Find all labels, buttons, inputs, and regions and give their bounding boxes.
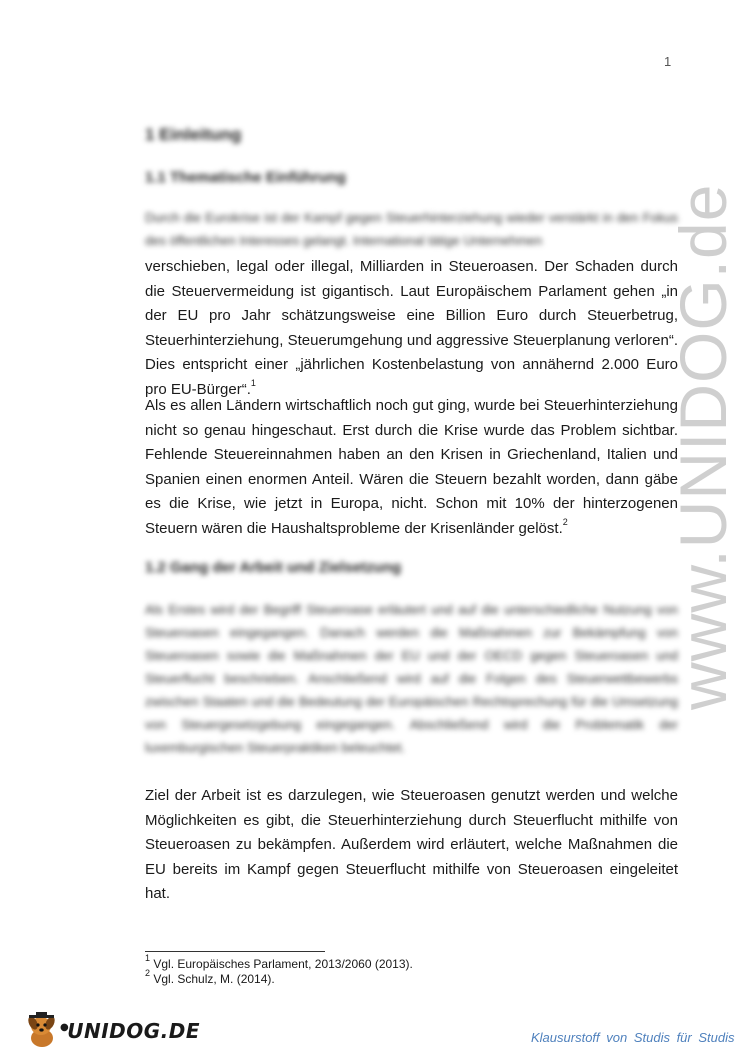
- paragraph-text: Als es allen Ländern wirtschaftlich noch gut ging, wurde bei Steuerhinterziehung nicht so genau hingeschaut. Erst durch die Krise wurde das Problem sichtbar. Fehlende Steuereinnahmen haben an den Krisen in Griechenland, Italien und Spanien einen enormen Anteil. Wären die Steuern bezahlt worden, dann gäbe es die Krise, wie jetzt in Europa, nicht. Schon mit 10% der hinterzogenen Steuern wären die Haushaltsprobleme der Krisenländer gelöst.: [145, 397, 678, 537]
- footnote-item: $^1$ Vgl. Europäisches Parlament, 2013/2060 (2013).: [145, 953, 413, 971]
- page-number: 1: [664, 54, 672, 69]
- blurred-text: Durch die Eurokrise ist der Kampf gegen Steuerhinterziehung wieder verstärkt in den Fokus des öffentlichen Interesses gelangt. International tätige Unternehmen: [145, 210, 678, 248]
- logo-text: ●UNIDOG.DE: [60, 1019, 201, 1043]
- footnotes: [145, 953, 413, 987]
- footnote-ref: 1: [250, 377, 256, 388]
- footnote-item: $^2$ Vgl. Schulz, M. (2014).: [145, 968, 275, 986]
- footnote-ref: 2: [562, 516, 568, 527]
- unidog-logo[interactable]: [22, 1012, 200, 1050]
- section-heading-structure: 1.2 Gang der Arbeit und Zielsetzung: [145, 559, 402, 576]
- paragraph-goal: Ziel der Arbeit ist es darzulegen, wie Steueroasen genutzt werden und welche Möglichkeiten es gibt, die Steuerhinterziehung durch Steuerflucht mithilfe von Steueroasen zu bekämpfen. Außerdem wird erläutert, welche Maßnahmen die EU bereits im Kampf gegen Steuerflucht mithilfe von Steueroasen eingeleitet hat.: [145, 787, 678, 902]
- paragraph-crisis: [145, 394, 678, 541]
- dog-mascot-icon: [22, 1012, 62, 1050]
- paragraph-intro: [145, 206, 678, 252]
- tagline: Klausurstoff von Studis für Studis: [531, 1030, 735, 1045]
- paragraph-intro-visible: [145, 255, 678, 402]
- paw-icon: ●: [60, 1022, 70, 1033]
- paragraph-text: verschieben, legal oder illegal, Milliarden in Steueroasen. Der Schaden durch die Steuervermeidung ist gigantisch. Laut Europäischem Parlament gehen „in der EU pro Jahr schätzungsweise eine Billion Euro durch Steuerbetrug, Steuerhinterziehung, Steuerumgehung und aggressive Steuerplanung verloren“. Dies entspricht einer „jährlichen Kostenbelastung von annähernd 2.000 Euro pro EU-Bürger“.: [145, 258, 678, 398]
- footnote-divider: [145, 951, 325, 952]
- watermark: www.UNIDOG.de: [666, 183, 740, 710]
- section-heading-intro: 1.1 Thematische Einführung: [145, 169, 346, 186]
- paragraph-structure: Als Erstes wird der Begriff Steueroase erläutert und auf die unterschiedliche Nutzung von Steueroasen eingegangen. Danach werden die Maßnahmen zur Bekämpfung von Steueroasen sowie die Maßnahmen der EU und der OECD gegen Steueroasen und Steuerflucht beschrieben. Anschließend wird auf die Folgen des Steuerwettbewerbs zwischen Staaten und die Bedeutung der Europäischen Rechtsprechung für die Umsetzung von Steuergesetzgebung eingegangen. Abschließend wird die Problematik der luxemburgischen Steuerpraktiken beleuchtet.: [145, 602, 678, 755]
- chapter-heading: 1 Einleitung: [145, 125, 242, 144]
